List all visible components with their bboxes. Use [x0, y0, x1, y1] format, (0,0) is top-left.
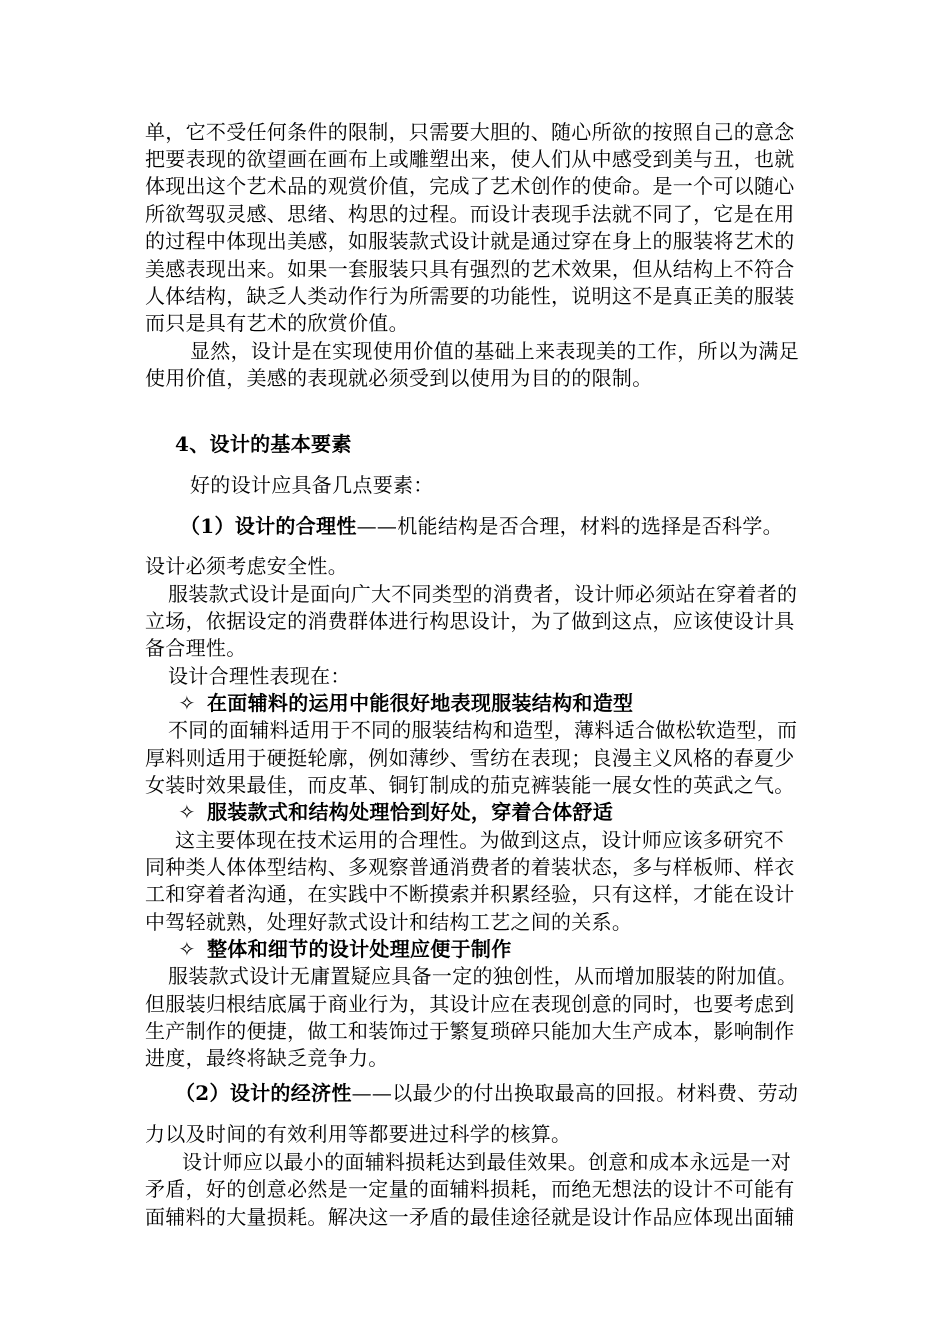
paragraph-line: 设计合理性表现在：: [168, 664, 351, 688]
paragraph-line: 把要表现的欲望画在画布上或雕塑出来，使人们从中感受到美与丑，也就: [145, 147, 795, 171]
item-text: ——机能结构是否合理，材料的选择是否科学。: [356, 514, 783, 538]
paragraph-line: 美感表现出来。如果一套服装只具有强烈的艺术效果，但从结构上不符合: [145, 257, 795, 281]
paragraph-line: 设计必须考虑安全性。: [145, 554, 348, 578]
paragraph-line: 使用价值，美感的表现就必须受到以使用为目的的限制。: [145, 366, 653, 390]
paragraph-line: 面辅料的大量损耗。解决这一矛盾的最佳途径就是设计作品应体现出面辅: [145, 1205, 795, 1229]
paragraph-line: 厚料则适用于硬挺轮廓，例如薄纱、雪纺在表现；良漫主义风格的春夏少: [145, 746, 795, 770]
bullet-item: [177, 799, 892, 826]
paragraph-line: 的过程中体现出美感，如服装款式设计就是通过穿在身上的服装将艺术的: [145, 229, 795, 253]
paragraph-line: 生产制作的便捷，做工和装饰过于繁复琐碎只能加大生产成本，影响制作: [145, 1019, 795, 1043]
diamond-icon: ✧: [178, 937, 196, 961]
paragraph-line: 所欲驾驭灵感、思绪、构思的过程。而设计表现手法就不同了，它是在用: [145, 202, 795, 226]
paragraph-line: 进度，最终将缺乏竞争力。: [145, 1046, 389, 1070]
paragraph-line: 矛盾，好的创意必然是一定量的面辅料损耗，而绝无想法的设计不可能有: [145, 1177, 795, 1201]
paragraph-line: 中驾轻就熟，处理好款式设计和结构工艺之间的关系。: [145, 910, 633, 934]
paragraph-line: 不同的面辅料适用于不同的服装结构和造型，薄料适合做松软造型，而: [168, 718, 798, 742]
section-heading: 4、设计的基本要素: [175, 432, 352, 456]
paragraph-line: 立场，依据设定的消费群体进行构思设计，为了做到这点，应该使设计具: [145, 609, 795, 633]
intro-line: 好的设计应具备几点要素：: [190, 473, 434, 497]
paragraph-line: 工和穿着者沟通，在实践中不断摸索并积累经验，只有这样，才能在设计: [145, 882, 795, 906]
item-label: （1）设计的合理性: [180, 514, 357, 538]
item-heading: [180, 513, 870, 540]
paragraph-line: 女装时效果最佳，而皮革、铜钉制成的茄克裤装能一展女性的英武之气。: [145, 773, 795, 797]
bullet-text: 整体和细节的设计处理应便于制作: [207, 937, 512, 961]
paragraph-line: 显然，设计是在实现使用价值的基础上来表现美的工作，所以为满足: [190, 339, 799, 363]
paragraph-line: 设计师应以最小的面辅料损耗达到最佳效果。创意和成本永远是一对: [182, 1150, 791, 1174]
paragraph-line: 这主要体现在技术运用的合理性。为做到这点，设计师应该多研究不: [175, 828, 784, 852]
paragraph-line: 人体结构，缺乏人类动作行为所需要的功能性，说明这不是真正美的服装: [145, 284, 795, 308]
paragraph-line: 同种类人体体型结构、多观察普通消费者的着装状态，多与样板师、样衣: [145, 855, 795, 879]
item-text: ——以最少的付出换取最高的回报。材料费、劳动: [351, 1081, 799, 1105]
bullet-item: [177, 936, 892, 963]
paragraph-line: 服装款式设计无庸置疑应具备一定的独创性，从而增加服装的附加值。: [168, 964, 798, 988]
paragraph-line: 服装款式设计是面向广大不同类型的消费者，设计师必须站在穿着者的: [168, 582, 798, 606]
paragraph-line: 体现出这个艺术品的观赏价值，完成了艺术创作的使命。是一个可以随心: [145, 174, 795, 198]
bullet-text: 服装款式和结构处理恰到好处，穿着合体舒适: [207, 800, 613, 824]
paragraph-line: 单，它不受任何条件的限制，只需要大胆的、随心所欲的按照自己的意念: [145, 120, 795, 144]
paragraph-line: 而只是具有艺术的欣赏价值。: [145, 311, 409, 335]
diamond-icon: ✧: [178, 691, 196, 715]
item-heading: [175, 1080, 865, 1107]
paragraph-line: 但服装归根结底属于商业行为，其设计应在表现创意的同时，也要考虑到: [145, 992, 795, 1016]
bullet-text: 在面辅料的运用中能很好地表现服装结构和造型: [207, 691, 634, 715]
paragraph-line: 备合理性。: [145, 636, 247, 660]
item-label: （2）设计的经济性: [175, 1081, 352, 1105]
diamond-icon: ✧: [178, 800, 196, 824]
bullet-item: [177, 690, 892, 717]
paragraph-line: 力以及时间的有效利用等都要进过科学的核算。: [145, 1122, 572, 1146]
